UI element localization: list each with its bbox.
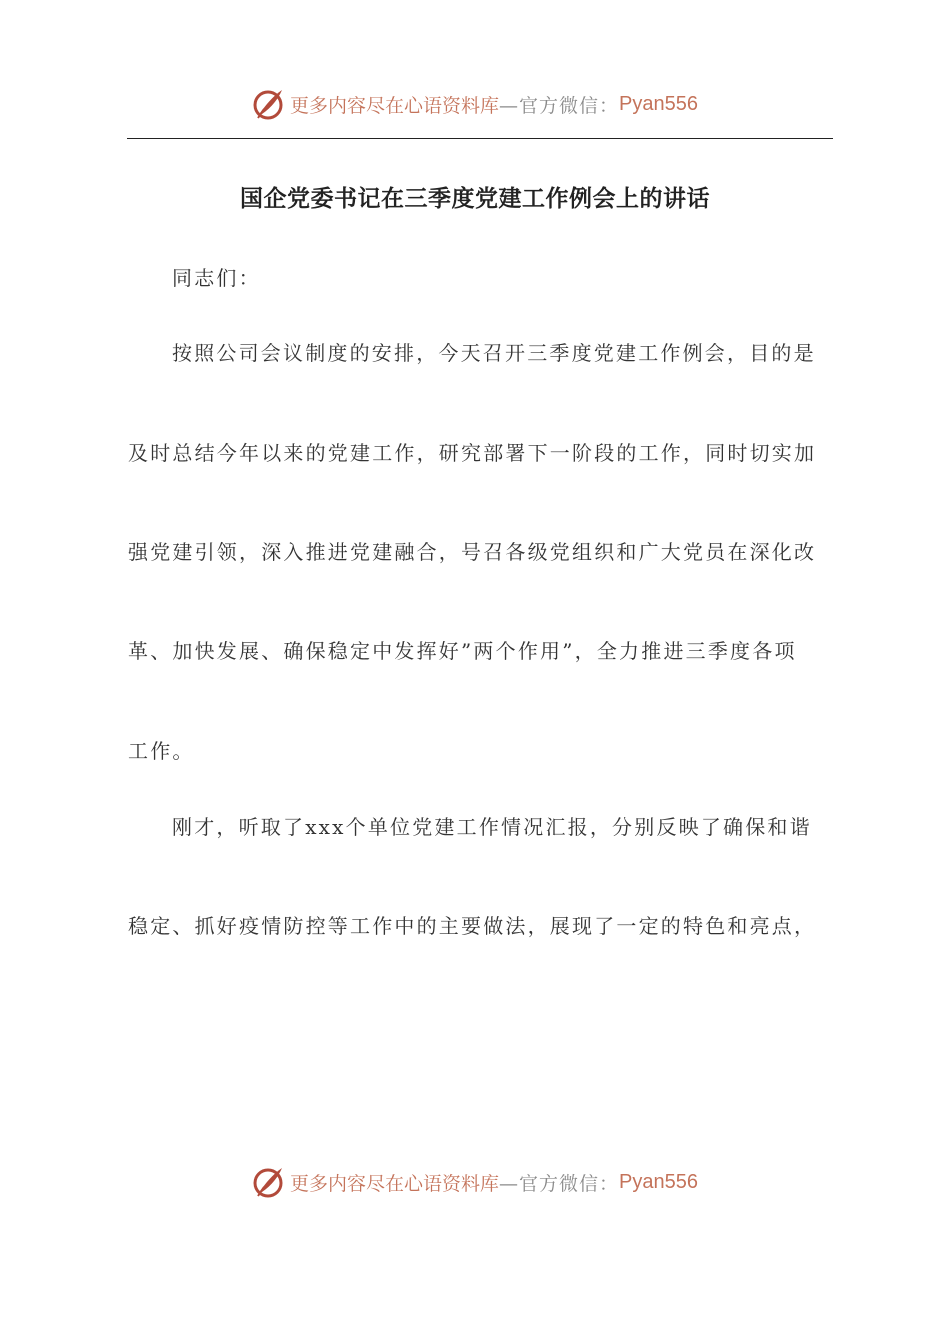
paragraph-line: 强党建引领，深入推进党建融合，号召各级党组织和广大党员在深化改 [128, 540, 817, 564]
paragraph-line: 工作。 [128, 739, 195, 763]
paragraph-line: 稳定、抓好疫情防控等工作中的主要做法，展现了一定的特色和亮点， [128, 914, 817, 938]
quill-pen-logo-icon [252, 1165, 286, 1199]
header-banner [0, 84, 950, 124]
banner-main-text: 更多内容尽在心语资料库 [290, 1172, 500, 1195]
footer-banner [0, 1162, 950, 1202]
document-title: 国企党委书记在三季度党建工作例会上的讲话 [240, 186, 710, 212]
banner-sub-text: —官方微信： [499, 94, 620, 117]
salutation: 同志们： [172, 266, 261, 290]
banner-wechat-id: Pyan556 [619, 92, 698, 115]
paragraph-line: 刚才，听取了xxx个单位党建工作情况汇报，分别反映了确保和谐 [172, 815, 812, 839]
banner-sub-text: —官方微信： [499, 1172, 620, 1195]
banner-main-text: 更多内容尽在心语资料库 [290, 94, 500, 117]
header-divider [127, 138, 833, 139]
paragraph-line: 革、加快发展、确保稳定中发挥好”两个作用”，全力推进三季度各项 [128, 639, 797, 663]
quill-pen-logo-icon [252, 87, 286, 121]
banner-wechat-id: Pyan556 [619, 1170, 698, 1193]
paragraph-line: 及时总结今年以来的党建工作，研究部署下一阶段的工作，同时切实加 [128, 441, 817, 465]
paragraph-line: 按照公司会议制度的安排，今天召开三季度党建工作例会，目的是 [172, 341, 816, 365]
